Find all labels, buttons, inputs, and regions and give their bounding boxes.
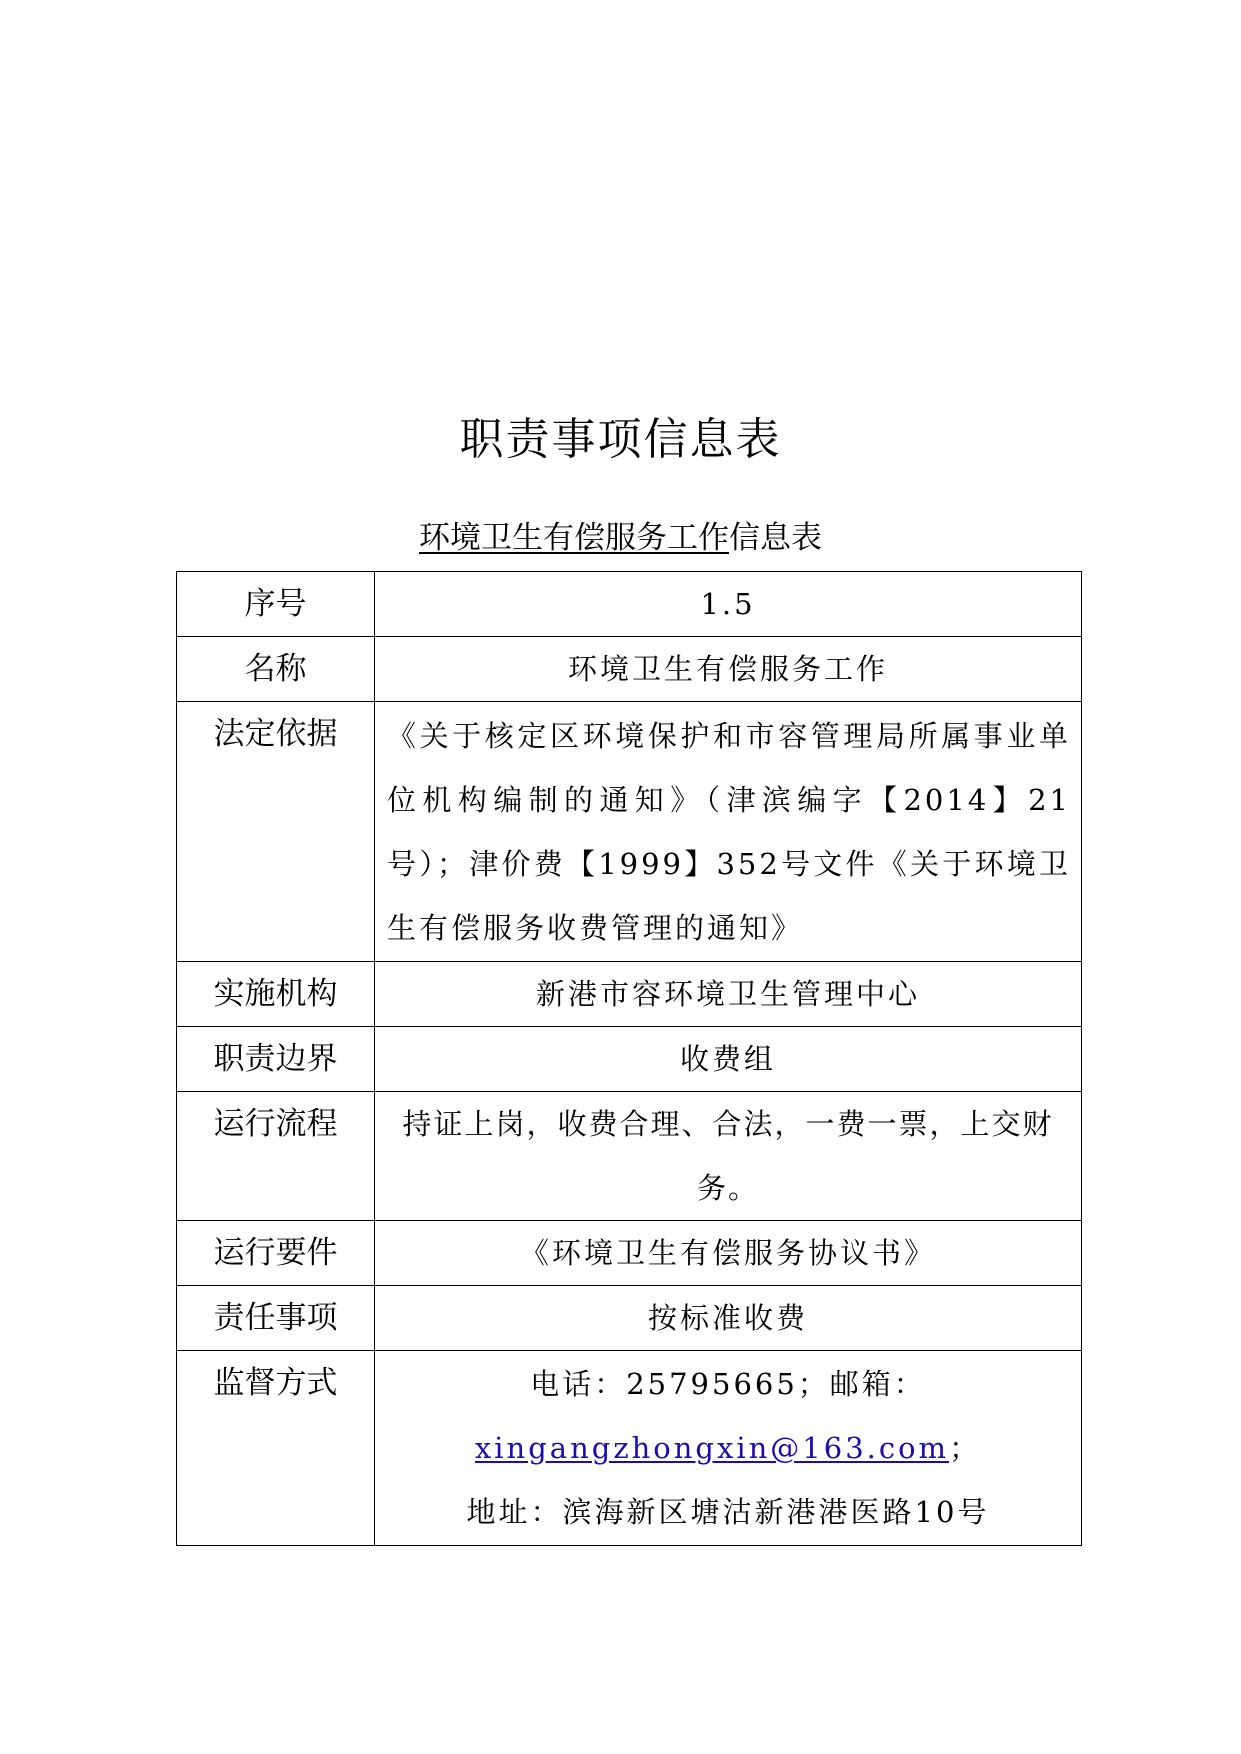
row-value-operation-requirements: 《环境卫生有偿服务协议书》: [375, 1221, 1082, 1286]
table-row: [177, 572, 1082, 637]
info-table: [176, 571, 1082, 1546]
row-value-operation-process: 持证上岗，收费合理、合法，一费一票，上交财务。: [375, 1092, 1082, 1221]
table-row: [177, 1351, 1082, 1546]
email-link[interactable]: xingangzhongxin@163.com: [474, 1431, 950, 1465]
table-row: [177, 637, 1082, 702]
phone-line: 电话：25795665；邮箱：: [530, 1367, 926, 1401]
row-value-responsibility-boundary: 收费组: [375, 1027, 1082, 1092]
row-value-legal-basis: 《关于核定区环境保护和市容管理局所属事业单位机构编制的通知》（津滨编字【2014】21号）；津价费【1999】352号文件《关于环境卫生有偿服务收费管理的通知》: [375, 702, 1082, 962]
table-row: [177, 1286, 1082, 1351]
row-value-supervision: [375, 1351, 1082, 1546]
row-value-serial-number: 1.5: [375, 572, 1082, 637]
table-row: [177, 1027, 1082, 1092]
table-row: [177, 962, 1082, 1027]
email-line: [375, 1416, 1081, 1480]
row-label: 实施机构: [177, 962, 375, 1027]
row-label: 运行流程: [177, 1092, 375, 1221]
row-value-responsibility-items: 按标准收费: [375, 1286, 1082, 1351]
row-label: 职责边界: [177, 1027, 375, 1092]
row-value-name: 环境卫生有偿服务工作: [375, 637, 1082, 702]
table-row: [177, 1221, 1082, 1286]
row-label: 法定依据: [177, 702, 375, 962]
row-value-implementing-agency: 新港市容环境卫生管理中心: [375, 962, 1082, 1027]
subtitle-rest: 信息表: [729, 520, 822, 556]
address-line: 地址：滨海新区塘沽新港港医路10号: [466, 1495, 990, 1529]
row-label: 序号: [177, 572, 375, 637]
row-label: 名称: [177, 637, 375, 702]
row-label: 运行要件: [177, 1221, 375, 1286]
row-label: 监督方式: [177, 1351, 375, 1546]
table-subtitle: [0, 518, 1241, 558]
table-row: [177, 1092, 1082, 1221]
table-row: [177, 702, 1082, 962]
page-title: 职责事项信息表: [459, 414, 782, 465]
row-label: 责任事项: [177, 1286, 375, 1351]
email-suffix: ；: [949, 1431, 982, 1465]
subtitle-underlined: 环境卫生有偿服务工作: [419, 520, 729, 556]
